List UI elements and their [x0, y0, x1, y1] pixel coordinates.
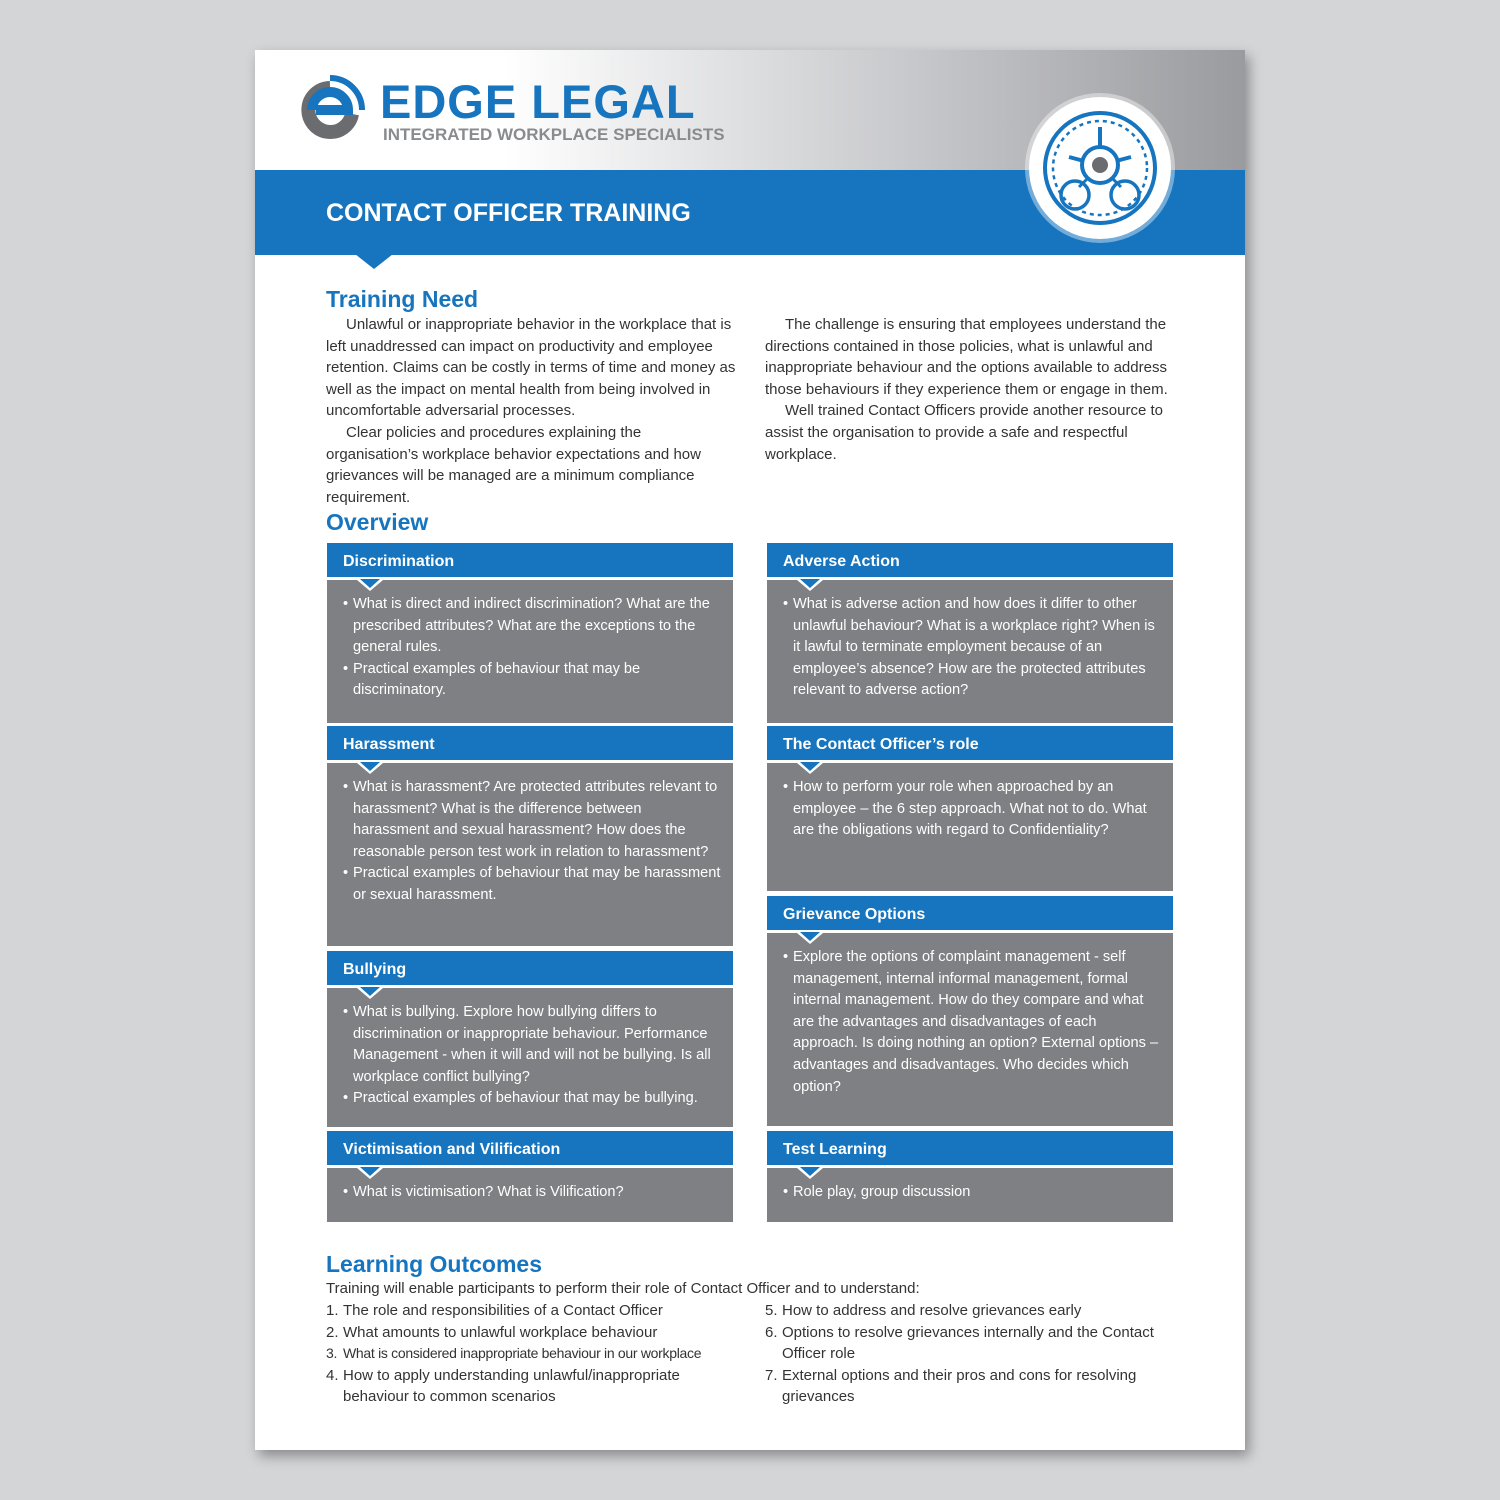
overview-box-contact-officer-role: [767, 726, 1173, 891]
box-title: Grievance Options: [767, 896, 1173, 933]
box-body: [327, 763, 733, 946]
list-item: 3. What is considered inappropriate behaviour in our workplace: [326, 1345, 702, 1362]
list-item: • What is direct and indirect discrimination? What are the prescribed attributes? What are the exceptions to the general rules.: [343, 594, 721, 659]
brand-name: EDGE LEGAL: [380, 75, 696, 128]
overview-box-bullying: [327, 951, 733, 1127]
box-body: [767, 763, 1173, 891]
box-body: [767, 933, 1173, 1126]
title-band-pointer: [355, 254, 393, 269]
box-title: Victimisation and Vilification: [327, 1131, 733, 1168]
box-body: [327, 580, 733, 723]
box-title: Bullying: [327, 951, 733, 988]
list-item: • What is bullying. Explore how bullying differs to discrimination or inappropriate behaviour. Performance Management - when it will and will not be bullying. Is all workplace conflict bullying?: [343, 1002, 721, 1088]
gears-icon: [1029, 97, 1171, 239]
overview-box-test-learning: [767, 1131, 1173, 1222]
box-title: Adverse Action: [767, 543, 1173, 580]
overview-heading: Overview: [326, 509, 429, 535]
list-item: 1. The role and responsibilities of a Contact Officer: [326, 1302, 663, 1319]
box-body: [327, 988, 733, 1127]
box-title: The Contact Officer’s role: [767, 726, 1173, 763]
training-need-paragraph: Unlawful or inappropriate behavior in the workplace that is left unaddressed can impact on productivity and employee retention. Claims can be costly in terms of time and money as well as the impact on mental health from being involved in uncomfortable adversarial processes.: [326, 316, 736, 420]
list-item: • What is adverse action and how does it differ to other unlawful behaviour? What is a workplace right? When is it lawful to terminate employment because of an employee’s absence? How are the protected attributes relevant to adverse action?: [783, 594, 1161, 702]
document-page: [255, 50, 1245, 1450]
list-item: • Explore the options of complaint management - self management, internal informal management, formal internal management. How do they compare and what are the advantages and disadvantages of each approach. Is doing nothing an option? External options – advantages and disadvantages. Who decides which option?: [783, 947, 1161, 1098]
box-body: [767, 580, 1173, 723]
overview-box-adverse-action: [767, 543, 1173, 723]
brand-tagline: INTEGRATED WORKPLACE SPECIALISTS: [383, 125, 725, 144]
overview-box-victimisation: [327, 1131, 733, 1222]
list-item: • Practical examples of behaviour that may be harassment or sexual harassment.: [343, 863, 721, 906]
list-item: • Role play, group discussion: [783, 1182, 1161, 1204]
list-item: • What is victimisation? What is Vilification?: [343, 1182, 721, 1204]
list-item: • Practical examples of behaviour that may be bullying.: [343, 1088, 721, 1110]
list-item: 4. How to apply understanding unlawful/inappropriate behaviour to common scenarios: [326, 1366, 680, 1406]
list-item: 6. Options to resolve grievances internally and the Contact Officer role: [765, 1323, 1154, 1363]
overview-box-grievance-options: [767, 896, 1173, 1126]
list-item: 5. How to address and resolve grievances early: [765, 1302, 1082, 1319]
overview-box-discrimination: [327, 543, 733, 723]
edge-legal-logo-icon: [290, 70, 370, 150]
list-item: • Practical examples of behaviour that may be discriminatory.: [343, 659, 721, 702]
list-item: • What is harassment? Are protected attributes relevant to harassment? What is the difference between harassment and sexual harassment? How does the reasonable person test work in relation to harassment?: [343, 777, 721, 863]
training-need-heading: Training Need: [326, 286, 479, 312]
learning-outcomes-heading: Learning Outcomes: [326, 1251, 542, 1277]
box-body: [327, 1168, 733, 1222]
list-item: • How to perform your role when approached by an employee – the 6 step approach. What not to do. What are the obligations with regard to Confidentiality?: [783, 777, 1161, 842]
box-title: Test Learning: [767, 1131, 1173, 1168]
training-need-paragraph: Well trained Contact Officers provide another resource to assist the organisation to provide a safe and respectful workplace.: [765, 402, 1163, 463]
box-body: [767, 1168, 1173, 1222]
overview-box-harassment: [327, 726, 733, 946]
list-item: 2. What amounts to unlawful workplace behaviour: [326, 1323, 658, 1341]
learning-outcomes-left-list: [326, 1300, 741, 1408]
gears-badge: [1029, 97, 1171, 239]
training-need-paragraph: The challenge is ensuring that employees understand the directions contained in those policies, what is unlawful and inappropriate behaviour and the options available to address those behaviours if they experience them or engage in them.: [765, 316, 1168, 398]
learning-outcomes-intro: Training will enable participants to perform their role of Contact Officer and to understand:: [326, 1280, 920, 1297]
training-need-paragraph: Clear policies and procedures explaining the organisation’s workplace behavior expectations and how grievances will be managed are a minimum compliance requirement.: [326, 423, 701, 506]
box-title: Discrimination: [327, 543, 733, 580]
list-item: 7. External options and their pros and cons for resolving grievances: [765, 1366, 1137, 1406]
box-title: Harassment: [327, 726, 733, 763]
page-title: CONTACT OFFICER TRAINING: [326, 199, 691, 227]
training-need-left-column: [326, 314, 736, 508]
learning-outcomes-right-list: [765, 1300, 1180, 1408]
training-need-right-column: [765, 314, 1175, 465]
